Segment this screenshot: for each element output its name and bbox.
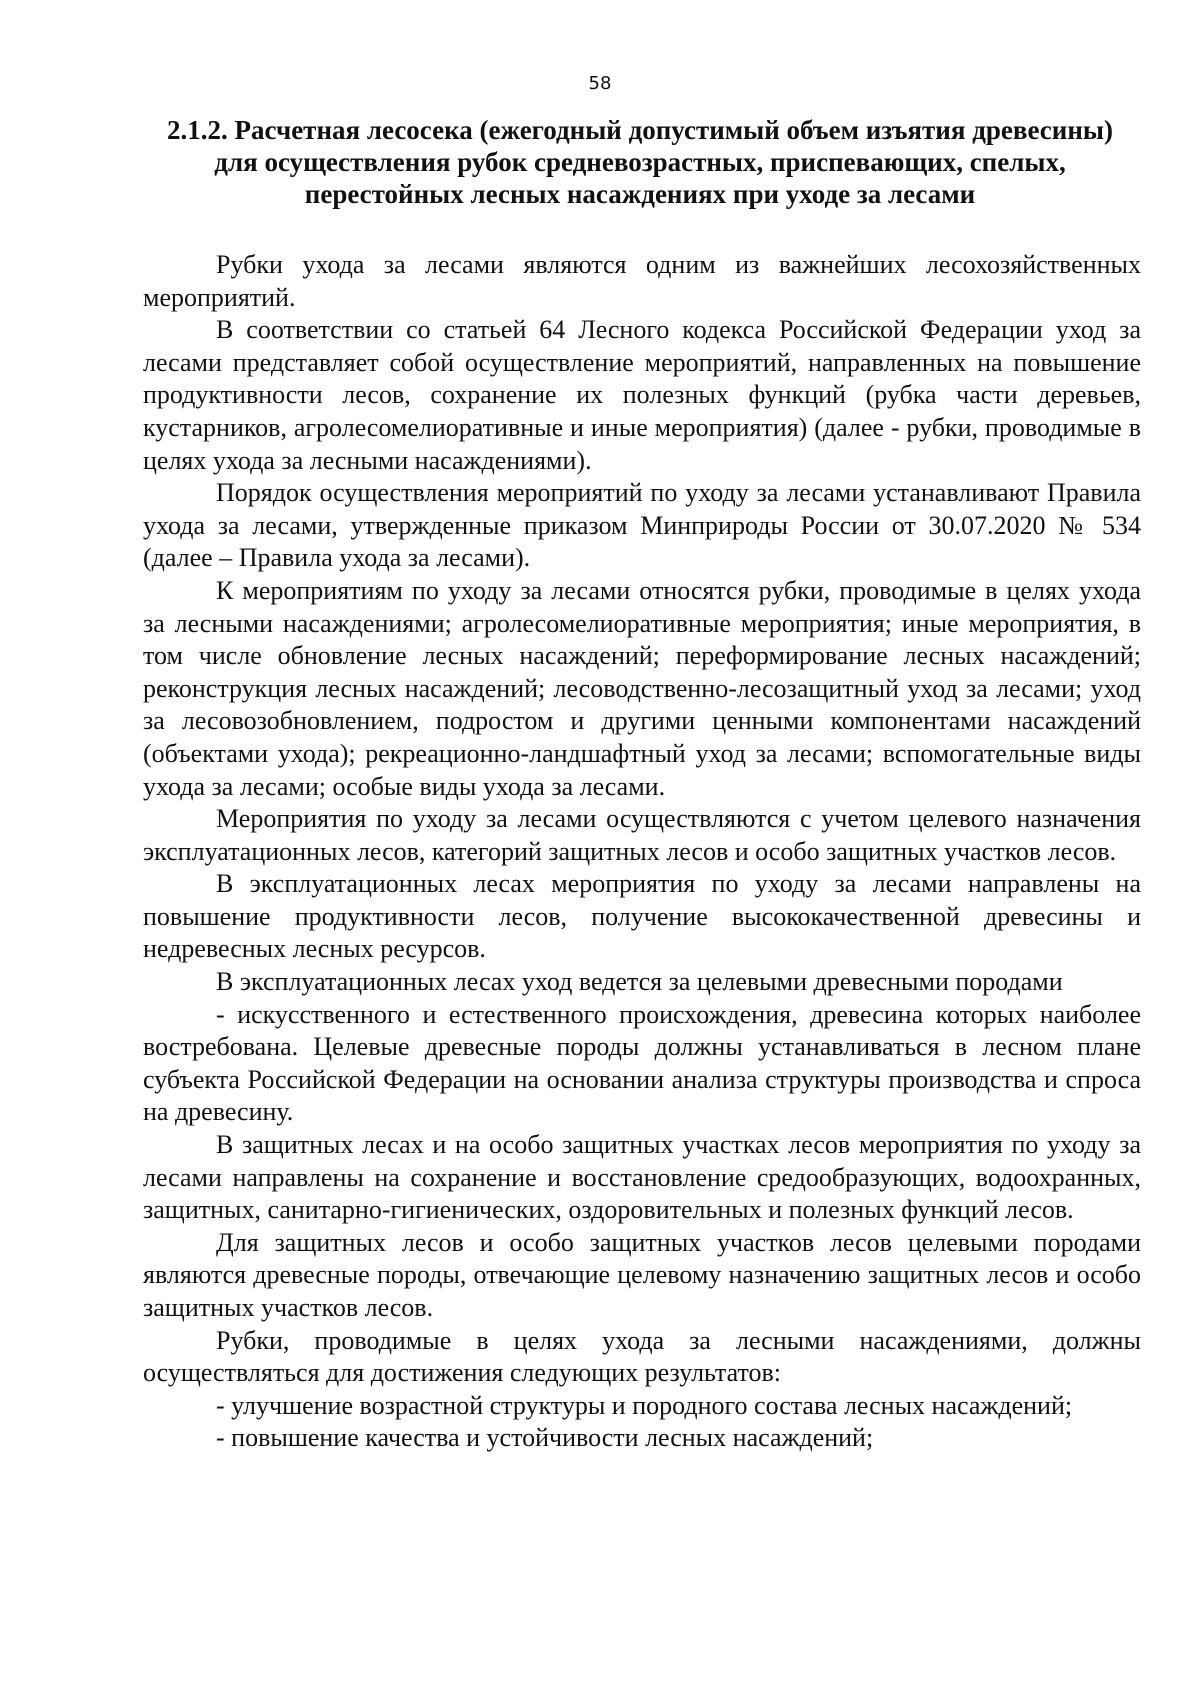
body-text <box>143 249 1141 1455</box>
paragraph: К мероприятиям по уходу за лесами относятся рубки, проводимые в целях ухода за лесными насаждениями; агролесомелиоративные мероприятия; иные мероприятия, в том числе обновление лесных насаждений; переформирование лесных насаждений; реконструкция лесных насаждений; лесоводственно-лесозащитный уход за лесами; уход за лесовозобновлением, подростом и другими ценными компонентами насаждений (объектами ухода); рекреационно-ландшафтный уход за лесами; вспомогательные виды ухода за лесами; особые виды ухода за лесами. <box>143 575 1141 801</box>
paragraph: В эксплуатационных лесах уход ведется за целевыми древесными породами <box>216 967 1063 997</box>
list-item: - повышение качества и устойчивости лесных насаждений; <box>216 1423 874 1453</box>
paragraph: Рубки, проводимые в целях ухода за лесными насаждениями, должны осуществляться для достижения следующих результатов: <box>143 1325 1141 1388</box>
list-item: - улучшение возрастной структуры и породного состава лесных насаждений; <box>216 1390 1073 1420</box>
paragraph: Для защитных лесов и особо защитных участков лесов целевыми породами являются древесные породы, отвечающие целевому назначению защитных лесов и особо защитных участков лесов. <box>143 1227 1141 1322</box>
paragraph: В соответствии со статьей 64 Лесного кодекса Российской Федерации уход за лесами представляет собой осуществление мероприятий, направленных на повышение продуктивности лесов, сохранение их полезных функций (рубка части деревьев, кустарников, агролесомелиоративные и иные мероприятия) (далее - рубки, проводимые в целях ухода за лесными насаждениями). <box>143 315 1141 475</box>
section-heading-line: перестойных лесных насаждениях при уходе за лесами <box>304 179 976 209</box>
paragraph: - искусственного и естественного происхождения, древесина которых наиболее востребована. Целевые древесные породы должны устанавливаться в лесном плане субъекта Российской Федерации на основании анализа структуры производства и спроса на древесину. <box>143 999 1141 1127</box>
paragraph: Рубки ухода за лесами являются одним из важнейших лесохозяйственных мероприятий. <box>143 250 1141 312</box>
paragraph: В защитных лесах и на особо защитных участках лесов мероприятия по уходу за лесами направлены на сохранение и восстановление средообразующих, водоохранных, защитных, санитарно-гигиенических, оздоровительных и полезных функций лесов. <box>143 1130 1141 1225</box>
section-heading-line: 2.1.2. Расчетная лесосека (ежегодный допустимый объем изъятия древесины) <box>167 115 1113 145</box>
paragraph: Порядок осуществления мероприятий по уходу за лесами устанавливают Правила ухода за лесами, утвержденные приказом Минприроды России от 30.07.2020 № 534 (далее – Правила ухода за лесами). <box>143 478 1141 573</box>
page-number: 58 <box>588 73 612 94</box>
section-heading <box>145 114 1135 210</box>
paragraph: В эксплуатационных лесах мероприятия по уходу за лесами направлены на повышение продуктивности лесов, получение высококачественной древесины и недревесных лесных ресурсов. <box>143 869 1141 964</box>
paragraph: Мероприятия по уходу за лесами осуществляются с учетом целевого назначения эксплуатационных лесов, категорий защитных лесов и особо защитных участков лесов. <box>143 804 1141 866</box>
section-heading-line: для осуществления рубок средневозрастных, приспевающих, спелых, <box>214 147 1066 177</box>
